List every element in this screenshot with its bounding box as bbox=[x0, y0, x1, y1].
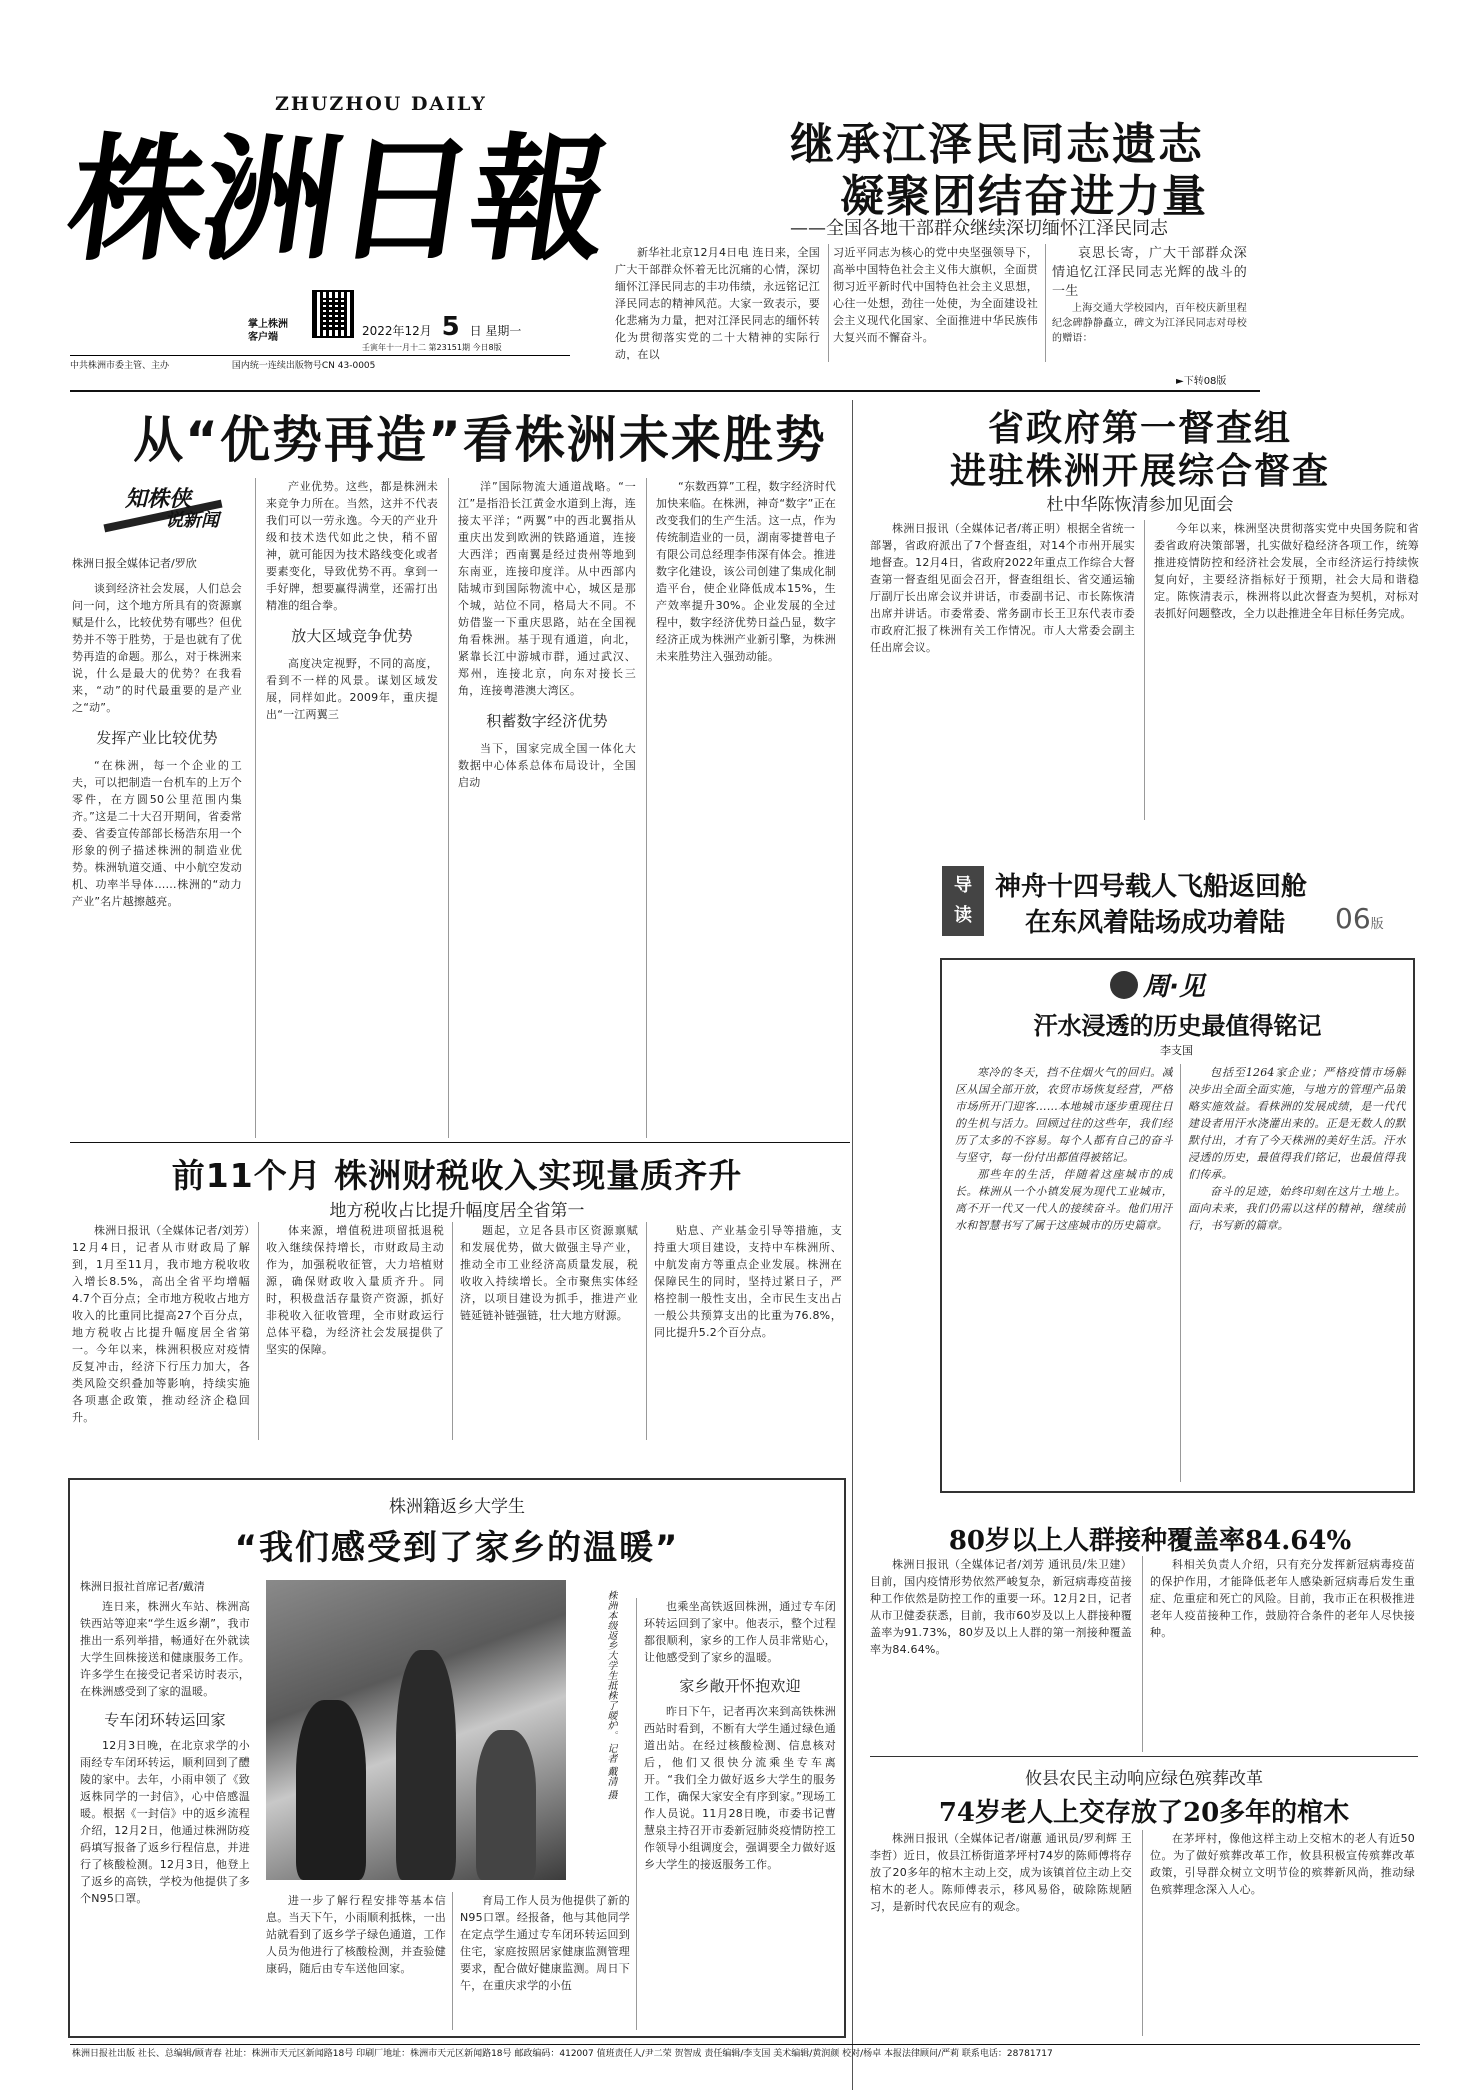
students-title: “我们感受到了家乡的温暖” bbox=[234, 1528, 680, 1568]
zhoujian-col-2: 包括至1264家企业；严格疫情市场解决步出全面全面实施，与地方的管理产品策略实施效益。看株洲的发展成绩，是一代代建设者用汗水浇灌出来的。正是无数人的默默付出，才有了今天株洲的美好生活。汗水浸透的历史，最值得我们铭记，也最值得我们传承。 奋斗的足迹，始终印刻在这片土地上。面向未来，我们仍需以这样的精神，继续前行，书写新的篇章。 bbox=[1188, 1066, 1406, 1232]
tax-col-4: 贴息、产业基金引导等措施，支持重大项目建设，支持中车株洲所、中航发南方等重点企业发展。株洲在保障民生的同时，坚持过紧日子，严格控制一般性支出，全市民生支出占一般公共预算支出的比重为76.8%，同比提升5.2个百分点。 bbox=[654, 1224, 842, 1339]
vaccine-title: 80岁以上人群接种覆盖率84.64% bbox=[948, 1526, 1352, 1556]
tax-col-1: 株洲日报讯（全媒体记者/刘芳）12月4日，记者从市财政局了解到，1月至11月，我市地方税收收入增长8.5%，高出全省平均增幅4.7个百分点；全市地方税收占地方收入的比重同比提高27个百分点，地方税收占比提升幅度居全省第一。今年以来，株洲积极应对疫情反复冲击，经济下行压力加大，各类风险交织叠加等影响，持续实施各项惠企政策，推动经济企稳回升。 bbox=[72, 1224, 250, 1424]
coffin-col-2: 在茅坪村，像他这样主动上交棺木的老人有近50位。为了做好殡葬改革工作，攸县积极宣传殡葬改革政策，引导群众树立文明节俭的殡葬新风尚，推动绿色殡葬理念深入人心。 bbox=[1150, 1832, 1415, 1896]
zhoujian-author: 李支国 bbox=[1160, 1044, 1193, 1057]
column-logo: 知株侠 说新闻 bbox=[95, 482, 245, 537]
photo-caption: 株洲本级返乡大学生抵株了暖炉。 记者 戴清 摄 bbox=[605, 1590, 616, 1800]
zhoujian-title: 汗水浸透的历史最值得铭记 bbox=[1033, 1012, 1322, 1040]
vaccine-col-1: 株洲日报讯（全媒体记者/刘芳 通讯员/朱卫建）目前，国内疫情形势依然严峻复杂，新冠病毒疫苗接种工作依然是防控工作的重要一环。12月2日，记者从市卫健委获悉，目前，我市60岁及以上人群接种覆盖率为91.73%，80岁及以上人群的第一剂接种覆盖率为84.64%。 bbox=[870, 1558, 1132, 1656]
english-name: ZHUZHOU DAILY bbox=[275, 93, 487, 115]
inspection-title-1: 省政府第一督查组 bbox=[987, 408, 1292, 449]
students-col-2: 进一步了解行程安排等基本信息。当天下午，小雨顺利抵株，一出站就看到了返乡学子绿色通道，工作人员为他进行了核酸检测，并查验健康码，随后由专车送他回家。 bbox=[266, 1894, 446, 1975]
inspection-col-1: 株洲日报讯（全媒体记者/蒋正明）根据全省统一部署，省政府派出了7个督查组，对14个市州开展实地督查。12月4日，省政府2022年重点工作综合大督查第一督查组见面会召开，督查组组长、省交通运输厅副厅长出席会议并讲话，市委副书记、市长陈恢清出席并讲话。市委常委、常务副市长王卫东代表市委市政府汇报了株洲有关工作情况。市人大常委会副主任出席会议。 bbox=[870, 522, 1135, 654]
tax-title: 前11个月 株洲财税收入实现量质齐升 bbox=[171, 1156, 743, 1195]
photo-person-1 bbox=[296, 1700, 366, 1880]
zhoujian-logo: 周·见 bbox=[1110, 966, 1205, 1002]
teaser-badge: 导 读 bbox=[942, 866, 984, 936]
teaser-title-1: 神舟十四号载人飞船返回舱 bbox=[995, 872, 1308, 902]
main-col-4: “东数西算”工程，数字经济时代加快来临。在株洲，神奇“数字”正在改变我们的生产生活。这一点，作为传统制造业的一员，湖南零捷普电子有限公司总经理李伟深有体会。推进数字化建设，该公司创建了集成化制造平台，使企业降低成本15%，生产效率提升30%。企业发展的全过程中，数字经济优势日益凸显，数字经济正成为株洲产业新引擎，为株洲未来胜势注入强劲动能。 bbox=[656, 480, 836, 663]
students-col-4: 也乘坐高铁返回株洲，通过专车闭环转运回到了家中。他表示，整个过程都很顺利，家乡的工作人员非常贴心，让他感受到了家乡的温暖。 家乡敞开怀抱欢迎 昨日下午，记者再次来到高铁株洲西站时看到，不断有大学生通过绿色通道出站。在经过核酸检测、信息核对后，他们又很快分流乘坐专车离开。“我们全力做好返乡大学生的服务工作，确保大家安全有序到家。”现场工作人员说。11月28日晚，市委书记曹慧泉主持召开市委新冠肺炎疫情防控工作领导小组调度会，强调要全力做好返乡大学生的接返服务工作。 bbox=[644, 1600, 836, 1871]
zhoujian-logo-mark bbox=[1110, 971, 1138, 999]
lead-jump[interactable]: ►下转08版 bbox=[1176, 376, 1227, 387]
tax-subtitle: 地方税收占比提升幅度居全省第一 bbox=[329, 1201, 585, 1221]
main-byline: 株洲日报全媒体记者/罗欣 bbox=[72, 557, 197, 570]
students-col-3: 育局工作人员为他提供了新的N95口罩。经报备，他与其他同学在定点学生通过专车闭环转运回到住宅，家庭按照居家健康监测管理要求，配合做好健康监测。周日下午，在重庆求学的小伍 bbox=[460, 1894, 630, 1992]
vaccine-col-2: 科相关负责人介绍，只有充分发挥新冠病毒疫苗的保护作用，才能降低老年人感染新冠病毒后发生重症、危重症和死亡的风险。目前，我市正在积极推进老年人疫苗接种工作，鼓励符合条件的老年人尽快接种。 bbox=[1150, 1558, 1415, 1639]
photo-person-2 bbox=[396, 1650, 456, 1880]
teaser-page: 06版 bbox=[1335, 902, 1384, 935]
coffin-col-1: 株洲日报讯（全媒体记者/谢蕙 通讯员/罗利辉 王李哲）近日，攸县江桥街道茅坪村74岁的陈师傅将存放了20多年的棺木主动上交，成为该镇首位主动上交棺木的老人。陈师傅表示，移风易俗，破除陈规陋习，是新时代农民应有的观念。 bbox=[870, 1832, 1132, 1913]
teaser-title-2: 在东风着陆场成功着陆 bbox=[1025, 908, 1286, 938]
qr-caption: 掌上株洲 客户端 bbox=[248, 319, 288, 343]
lead-col-3: 哀思长寄，广大干部群众深情追忆江泽民同志光辉的战斗的一生 上海交通大学校园内，百年校庆新里程纪念碑静静矗立，碑文为江泽民同志对母校的赠语： bbox=[1052, 246, 1247, 344]
lead-title-2: 凝聚团结奋进力量 bbox=[840, 171, 1208, 222]
lead-col-1: 新华社北京12月4日电 连日来，全国广大干部群众怀着无比沉痛的心情，深切缅怀江泽民同志的丰功伟绩，永远铭记江泽民同志的精神风范。大家一致表示，要化悲痛为力量，把对江泽民同志的缅怀转化为贯彻落实党的二十大精神的实际行动，在以 bbox=[615, 246, 820, 360]
students-col-1: 连日来，株洲火车站、株洲高铁西站等迎来“学生返乡潮”，我市推出一系列举措，畅通好在外就读大学生回株接送和健康服务工作。许多学生在接受记者采访时表示，在株洲感受到了家的温暖。 专车闭环转运回家 12月3日晚，在北京求学的小雨经专车闭环转运，顺利回到了醴陵的家中。去年，小雨申领了《致返株同学的一封信》，心中倍感温暖。根据《一封信》中的返乡流程介绍，12月2日，他通过株洲防疫码填写报备了返乡行程信息，并进行了核酸检测。12月3日，他登上了返乡的高铁，学校为他提供了多个N95口罩。 bbox=[80, 1600, 250, 1905]
photo-person-3 bbox=[476, 1730, 536, 1880]
main-col-1: 谈到经济社会发展，人们总会问一问，这个地方所具有的资源禀赋是什么，比较优势有哪些？但优势并不等于胜势，于是也就有了优势再造的命题。那么，对于株洲来说，什么是最大的优势？在我看来，“动”的时代最重要的是产业之“动”。 发挥产业比较优势 “在株洲，每一个企业的工夫，可以把制造一台机车的上万个零件，在方圆50公里范围内集齐。”这是二十大召开期间，省委常委、省委宣传部部长杨浩东用一个形象的例子描述株洲的制造业优势。株洲轨道交通、中小航空发动机、功率半导体……株洲的“动力产业”名片越擦越亮。 bbox=[72, 582, 242, 908]
lead-title-1: 继承江泽民同志遗志 bbox=[790, 119, 1204, 170]
main-col-3: 洋”国际物流大通道战略。“一江”是指沿长江黄金水道到上海，连接太平洋；“两翼”中的西北翼指从重庆出发到欧洲的铁路通道，连接大西洋；西南翼是经过贵州等地到东南亚，连接印度洋。从中西部内陆城市到国际物流中心，城区是那个城，站位不同，格局大不同。不妨借鉴一下重庆思路，站在全国视角看株洲。基于现有通道，向北，紧靠长江中游城市群，通过武汉、郑州，连接北京，向东对接长三角，连接粤港澳大湾区。 积蓄数字经济优势 当下，国家完成全国一体化大数据中心体系总体布局设计，全国启动 bbox=[458, 480, 636, 789]
tax-col-3: 题起，立足各县市区资源禀赋和发展优势，做大做强主导产业，推动全市工业经济高质量发展，税收收入持续增长。全市聚焦实体经济，以项目建设为抓手，推进产业链延链补链强链，壮大地方财源。 bbox=[460, 1224, 638, 1322]
students-photo bbox=[266, 1580, 566, 1880]
newspaper-logo: 株洲日報 bbox=[58, 120, 618, 280]
lead-col-2: 习近平同志为核心的党中央坚强领导下，高举中国特色社会主义伟大旗帜，全面贯彻习近平新时代中国特色社会主义思想，心往一处想，劲往一处使，为全面建设社会主义现代化国家、全面推进中华民族伟大复兴而不懈奋斗。 bbox=[833, 246, 1038, 344]
students-kicker: 株洲籍返乡大学生 bbox=[389, 1497, 525, 1517]
date-line: 2022年12月 5 日 星期一 bbox=[362, 312, 522, 342]
publisher: 中共株洲市委主管、主办 国内统一连续出版物号CN 43-0005 bbox=[70, 361, 376, 371]
main-col-2: 产业优势。这些，都是株洲未来竞争力所在。当然，这并不代表我们可以一劳永逸。今天的产业升级和技术迭代如此之快，稍不留神，就可能因为技术路线变化或者要素变化，导致优势不再。拿到一手好牌，想要赢得满堂，还需打出精准的组合拳。 放大区域竞争优势 高度决定视野，不同的高度，看到不一样的风景。谋划区域发展，同样如此。2009年，重庆提出“一江两翼三 bbox=[266, 480, 438, 721]
inspection-col-2: 今年以来，株洲坚决贯彻落实党中央国务院和省委省政府决策部署，扎实做好稳经济各项工作，统筹推进疫情防控和经济社会发展，全市经济运行持续恢复向好，主要经济指标好于预期，社会大局和谐稳定。陈恢清表示，株洲将以此次督查为契机，对标对表抓好问题整改，全力以赴推进全年目标任务完成。 bbox=[1154, 522, 1419, 620]
qr-code[interactable] bbox=[312, 290, 354, 338]
students-byline: 株洲日报社首席记者/戴清 bbox=[80, 1580, 205, 1593]
inspection-title-2: 进驻株洲开展综合督查 bbox=[949, 451, 1330, 492]
zhoujian-col-1: 寒冷的冬天，挡不住烟火气的回归。减区从国全部开放，农贸市场恢复经营，严格市场所开门迎客……本地城市逐步重现往日的生机与活力。回顾过往的这些年，我们经历了太多的不容易。每个人都有自己的奋斗与坚守，每一份付出都值得被铭记。 那些年的生活，伴随着这座城市的成长。株洲从一个小镇发展为现代工业城市，离不开一代又一代人的接续奋斗。他们用汗水和智慧书写了属于这座城市的历史篇章。 bbox=[955, 1066, 1173, 1232]
main-title: 从“优势再造”看株洲未来胜势 bbox=[133, 411, 827, 469]
lunar-date: 壬寅年十一月十二 第23151期 今日8版 bbox=[362, 343, 502, 352]
tax-col-2: 体来源，增值税进项留抵退税收入继续保持增长，市财政局主动作为，加强税收征管，大力培植财源，确保财政收入量质齐升。同时，积极盘活存量资产资源，抓好非税收入征收管理，全市财政运行总体平稳，为经济社会发展提供了坚实的保障。 bbox=[266, 1224, 444, 1356]
coffin-kicker: 攸县农民主动响应绿色殡葬改革 bbox=[1025, 1769, 1263, 1789]
inspection-subtitle: 杜中华陈恢清参加见面会 bbox=[1046, 495, 1234, 515]
teaser-box[interactable] bbox=[940, 862, 1384, 938]
footer-info: 株洲日报社出版 社长、总编辑/顾青春 社址：株洲市天元区新闻路18号 印刷厂地址：株洲市天元区新闻路18号 邮政编码：412007 值班责任人/尹二荣 贺智成 责任编辑/李支国 美术编辑/黄润颜 校对/杨卓 本报法律顾问/严莉 联系电话：28781717 bbox=[72, 2049, 1053, 2059]
lead-subtitle: ——全国各地干部群众继续深切缅怀江泽民同志 bbox=[790, 218, 1168, 239]
coffin-title: 74岁老人上交存放了20多年的棺木 bbox=[938, 1798, 1350, 1828]
